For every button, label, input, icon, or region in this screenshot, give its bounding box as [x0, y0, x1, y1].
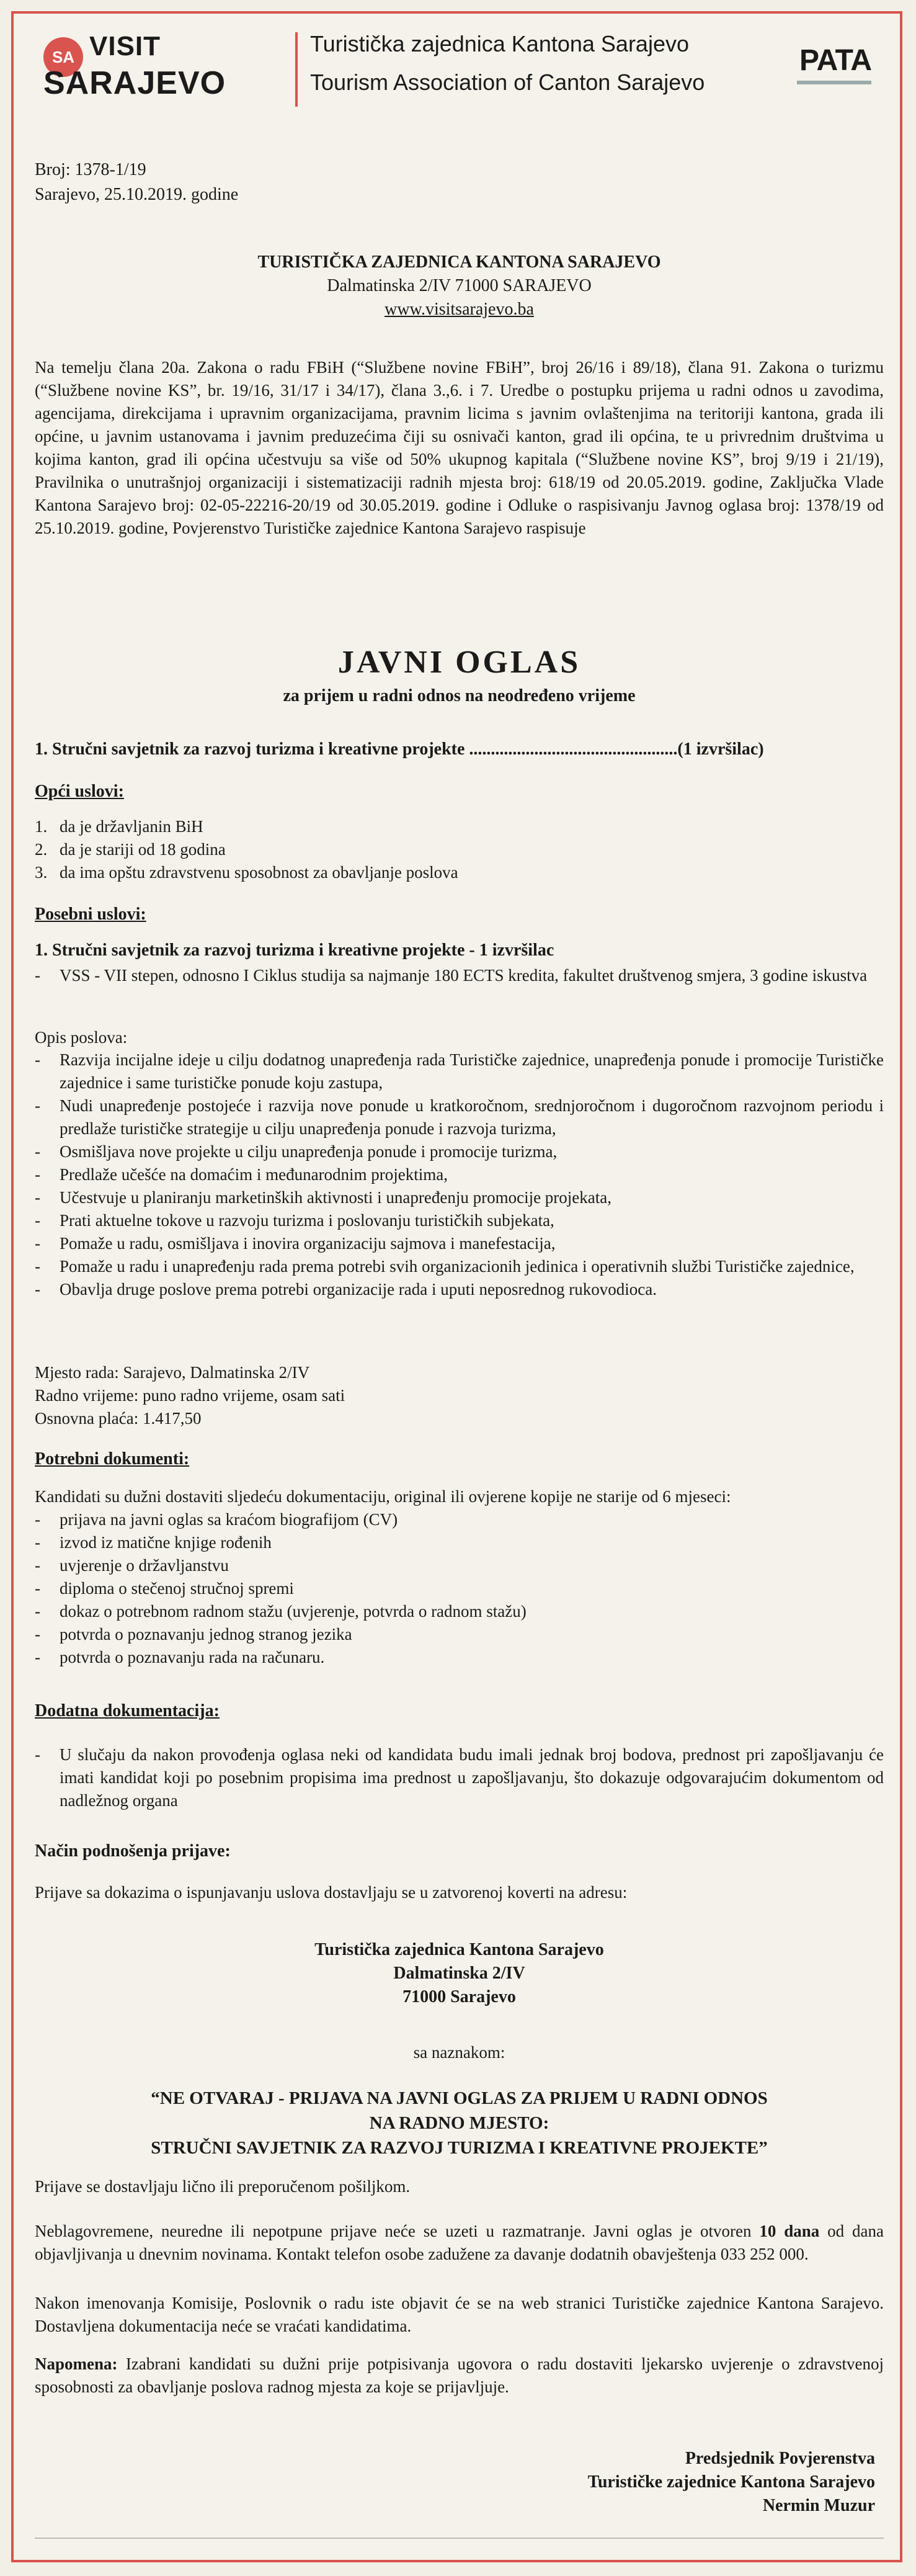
document-meta	[35, 158, 238, 207]
list-item: - Razvija incijalne ideje u cilju dodatnog unapređenja rada Turističke zajednice, unapređenja ponude i promocije Turističke zajednice i same turističke ponude koju zastupa,	[35, 1050, 884, 1092]
list-item: 3. da ima opštu zdravstvenu sposobnost za obavljanje poslova	[35, 863, 458, 882]
org-name-english: Tourism Association of Canton Sarajevo	[310, 69, 705, 95]
pin-logo-icon: SA	[43, 37, 83, 77]
documents-list	[35, 1508, 884, 1669]
general-conditions-list	[35, 815, 884, 884]
submission-mark: sa naznakom:	[413, 2043, 505, 2062]
page-subtitle: za prijem u radni odnos na neodređeno vrijeme	[283, 686, 636, 705]
signature-line: Predsjednik Povjerenstva	[685, 2449, 875, 2468]
deadline-paragraph: Neblagovremene, neuredne ili nepotpune prijave neće se uzeti u razmatranje. Javni oglas je otvoren 10 dana od dana objavljivanja u dnevnim novinama. Kontakt telefon osobe zadužene za davanje dodatnih obavještenja 033 252 000.	[35, 2222, 884, 2263]
pata-logo-underline	[797, 81, 871, 84]
document-date: Sarajevo, 25.10.2019. godine	[35, 185, 239, 204]
document-frame	[11, 11, 902, 2562]
list-item: 1. da je državljanin BiH	[35, 817, 203, 836]
address-line: Dalmatinska 2/IV	[393, 1964, 525, 1983]
list-item: - prijava na javni oglas sa kraćom biografijom (CV)	[35, 1510, 398, 1529]
additional-docs-list	[35, 1743, 884, 1812]
list-item: - VSS - VII stepen, odnosno I Ciklus studija sa najmanje 180 ECTS kredita, fakultet društvenog smjera, 3 godine iskustva	[35, 966, 868, 985]
list-item: - Pomaže u radu, osmišljava i inovira organizaciju sajmova i manefestacija,	[35, 1234, 556, 1253]
work-time: Radno vrijeme: puno radno vrijeme, osam sati	[35, 1386, 345, 1405]
submission-address	[35, 1938, 884, 2009]
duties-heading: Opis poslova:	[35, 1028, 128, 1047]
list-item: - Predlaže učešće na domaćim i međunarodnim projektima,	[35, 1165, 448, 1184]
deadline-days: 10 dana	[759, 2222, 820, 2240]
signature-block	[588, 2447, 875, 2518]
signature-line: Turističke zajednice Kantona Sarajevo	[587, 2472, 875, 2492]
submission-text: Prijave sa dokazima o ispunjavanju uslova dostavljaju se u zatvorenoj koverti na adresu:	[35, 1883, 628, 1902]
logo-sarajevo-text: SARAJEVO	[43, 65, 226, 101]
list-item: - Osmišljava nove projekte u cilju unapređenja ponude i promocije turizma,	[35, 1142, 558, 1161]
note-label: Napomena:	[35, 2355, 118, 2373]
issuer-block	[35, 251, 884, 321]
documents-intro: Kandidati su dužni dostaviti sljedeću dokumentaciju, original ili ovjerene kopije ne starije od 6 mjeseci:	[35, 1487, 731, 1506]
issuer-address: Dalmatinska 2/IV 71000 SARAJEVO	[327, 276, 592, 295]
header-divider	[295, 32, 298, 107]
submission-heading: Način podnošenja prijave:	[35, 1841, 231, 1861]
list-item: - potvrda o poznavanju jednog stranog jezika	[35, 1625, 352, 1644]
logo-visit-text: VISIT	[89, 31, 161, 61]
delivery-note: Prijave se dostavljaju lično ili preporučenom pošiljkom.	[35, 2177, 411, 2196]
list-item: - U slučaju da nakon provođenja oglasa neki od kandidata budu imali jednak broj bodova, prednost pri zapošljavanju će imati kandidat koji po posebnim propisima ima prednost u zapošljavanju, što dokazuje odgovarajućim dokumentom od nadležnog organa	[35, 1745, 884, 1810]
list-item: 2. da je stariji od 18 godina	[35, 840, 226, 859]
list-item: - Nudi unapređenje postojeće i razvija nove ponude u kratkoročnom, srednjoročnom i dugoročnom razvojnom periodu i predlaže turističke strategije u cilju unapređenja ponude i razvoja turizma,	[35, 1096, 884, 1138]
list-item: - diploma o stečenoj stručnoj spremi	[35, 1579, 294, 1598]
list-item: - dokaz o potrebnom radnom stažu (uvjerenje, potvrda o radnom stažu)	[35, 1602, 527, 1621]
special-position: 1. Stručni savjetnik za razvoj turizma i kreativne projekte - 1 izvršilac	[35, 941, 554, 960]
envelope-label-line: “NE OTVARAJ - PRIJAVA NA JAVNI OGLAS ZA PRIJEM U RADNI ODNOS	[151, 2088, 768, 2108]
org-name-bosnian: Turistička zajednica Kantona Sarajevo	[310, 31, 689, 56]
document-body	[35, 14, 884, 2515]
position-line: 1. Stručni savjetnik za razvoj turizma i kreativne projekte ................................................(1 izvršilac)	[35, 740, 764, 759]
base-salary: Osnovna plaća: 1.417,50	[35, 1409, 202, 1428]
list-item: - potvrda o poznavanju rada na računaru.	[35, 1648, 325, 1666]
additional-docs-heading: Dodatna dokumentacija:	[35, 1701, 220, 1720]
page-title: JAVNI OGLAS	[337, 645, 581, 680]
general-conditions-heading: Opći uslovi:	[35, 782, 124, 801]
list-item: - Učestvuje u planiranju marketinških aktivnosti i unapređenju promocije projekata,	[35, 1188, 611, 1207]
envelope-label	[35, 2086, 884, 2160]
header	[35, 14, 884, 135]
work-place: Mjesto rada: Sarajevo, Dalmatinska 2/IV	[35, 1363, 310, 1382]
special-conditions-heading: Posebni uslovi:	[35, 905, 146, 924]
address-line: 71000 Sarajevo	[402, 1987, 516, 2006]
list-item: - Pomaže u radu i unapređenju rada prema potrebi svih organizacionih jedinica i operativnih službi Turističke zajednice,	[35, 1257, 855, 1276]
envelope-label-line: NA RADNO MJESTO:	[369, 2113, 549, 2133]
issuer-website-link[interactable]: www.visitsarajevo.ba	[385, 300, 534, 319]
list-item: - Prati aktuelne tokove u razvoju turizma i poslovanju turističkih subjekata,	[35, 1211, 554, 1230]
bottom-divider	[35, 2538, 884, 2539]
note-paragraph: Napomena: Izabrani kandidati su dužni prije potpisivanja ugovora o radu dostaviti ljekarsko uvjerenje o zdravstvenoj sposobnosti za obavljanje poslova radnog mjesta za koje se prijavljuje.	[35, 2355, 884, 2396]
issuer-name: TURISTIČKA ZAJEDNICA KANTONA SARAJEVO	[257, 253, 661, 272]
special-requirements	[35, 964, 884, 987]
document-number: Broj: 1378-1/19	[35, 160, 146, 179]
signature-name: Nermin Muzur	[762, 2496, 875, 2515]
commission-paragraph: Nakon imenovanja Komisije, Poslovnik o radu iste objavit će se na web stranici Turističke zajednice Kantona Sarajevo. Dostavljena dokumentacija neće se vraćati kandidatima.	[35, 2294, 884, 2335]
documents-heading: Potrebni dokumenti:	[35, 1449, 190, 1469]
intro-paragraph: Na temelju člana 20a. Zakona o radu FBiH (“Službene novine FBiH”, broj 26/16 i 89/18), člana 91. Zakona o turizmu (“Službene novine KS”, br. 19/16, 31/17 i 34/17), člana 3.,6. i 7. Uredbe o postupku prijema u radni odnos u zavodima, agencijama, direkcijama i upravnim organizacijama, pravnim licima s javnim ovlaštenjima na teritoriji kantona, grada ili općine, u javnim ustanovama i javnim preduzećima čiji su osnivači kanton, grad ili općina, te u privrednim društvima u kojima kanton, grad ili općina učestvuju sa više od 50% ukupnog kapitala (“Službene novine KS”, broj 9/19 i 21/19), Pravilnika o unutrašnjoj organizaciji i sistematizaciji radnih mjesta broj: 618/19 od 20.05.2019. godine, Zaključka Vlade Kantona Sarajevo broj: 02-05-22216-20/19 od 30.05.2019. godine i Odluke o raspisivanju Javnog oglasa broj: 1378/19 od 25.10.2019. godine, Povjerenstvo Turističke zajednice Kantona Sarajevo raspisuje	[35, 358, 884, 537]
envelope-label-line: STRUČNI SAVJETNIK ZA RAZVOJ TURIZMA I KREATIVNE PROJEKTE”	[151, 2138, 768, 2158]
pata-logo: PATA	[799, 44, 871, 77]
duties-list	[35, 1049, 884, 1301]
list-item: - Obavlja druge poslove prema potrebi organizacije rada i uputi neposrednog rukovodioca.	[35, 1280, 657, 1299]
address-line: Turistička zajednica Kantona Sarajevo	[314, 1940, 604, 1959]
list-item: - izvod iz matične knjige rođenih	[35, 1533, 272, 1552]
list-item: - uvjerenje o državljanstvu	[35, 1556, 229, 1575]
